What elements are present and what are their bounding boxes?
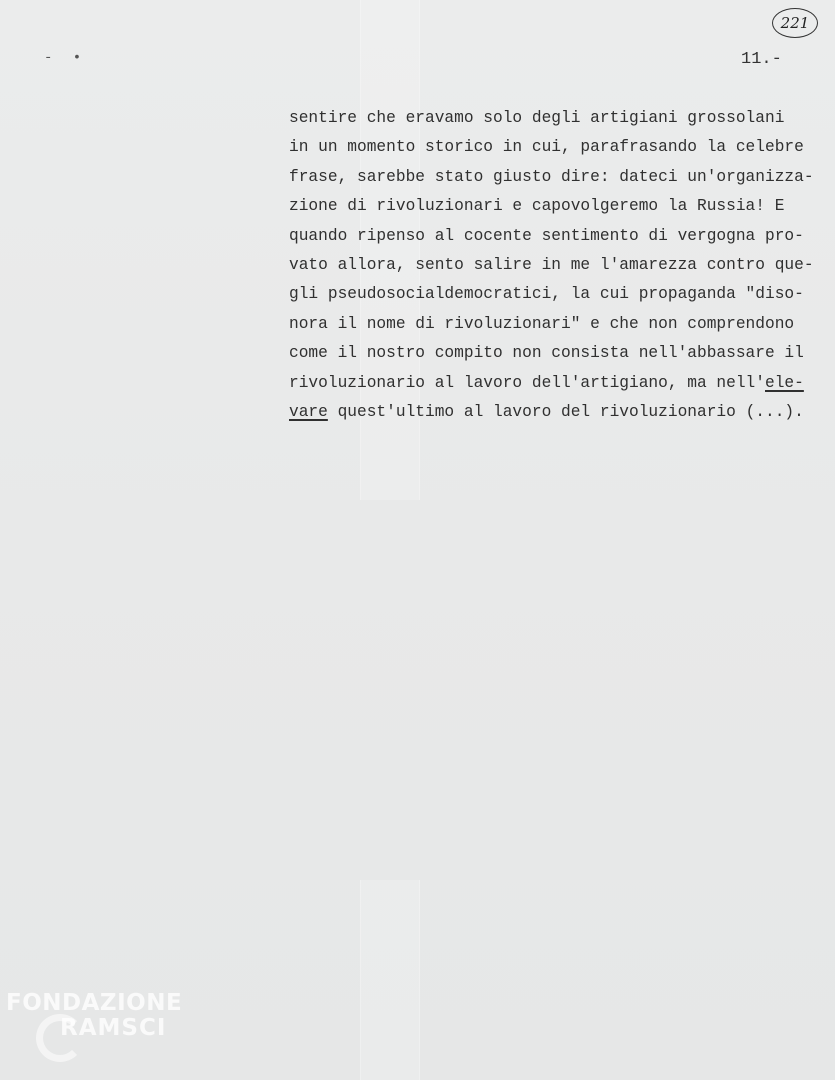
page-number: 11.- — [741, 50, 782, 69]
logo-g-icon — [36, 1014, 84, 1062]
watermark-band-bottom — [360, 880, 420, 1080]
underlined-word-part-1: ele- — [765, 373, 804, 392]
text-line-4: zione di rivoluzionari e capovolgeremo la Russia! E — [289, 197, 785, 216]
logo-line-2: RAMSCI — [60, 1015, 167, 1041]
typed-text-body — [289, 104, 829, 427]
text-line-5: quando ripenso al cocente sentimento di vergogna pro- — [289, 226, 804, 245]
text-line-11-rest: quest'ultimo al lavoro del rivoluzionario (...). — [327, 402, 804, 421]
text-line-9: come il nostro compito non consista nell'abbassare il — [289, 344, 804, 363]
text-line-7: gli pseudosocialdemocratici, la cui propaganda "diso- — [289, 285, 804, 304]
text-line-10 — [289, 369, 829, 398]
text-line-6: vato allora, sento salire in me l'amarezza contro que- — [289, 255, 814, 274]
logo-line-1: FONDAZIONE — [6, 990, 183, 1016]
folio-stamp: 221 — [772, 8, 818, 38]
text-line-3: frase, sarebbe stato giusto dire: dateci un'organizza- — [289, 167, 814, 186]
text-line-1: sentire che eravamo solo degli artigiani grossolani — [289, 109, 785, 127]
text-line-2: in un momento storico in cui, parafrasando la celebre — [289, 138, 804, 157]
fondazione-gramsci-logo — [6, 992, 182, 1040]
text-line-10-main: rivoluzionario al lavoro dell'artigiano, ma nell' — [289, 373, 765, 392]
text-line-11 — [289, 398, 829, 427]
underlined-word-part-2: vare — [289, 402, 328, 421]
corner-marks: - • — [44, 50, 88, 66]
text-line-8: nora il nome di rivoluzionari" e che non comprendono — [289, 314, 795, 333]
